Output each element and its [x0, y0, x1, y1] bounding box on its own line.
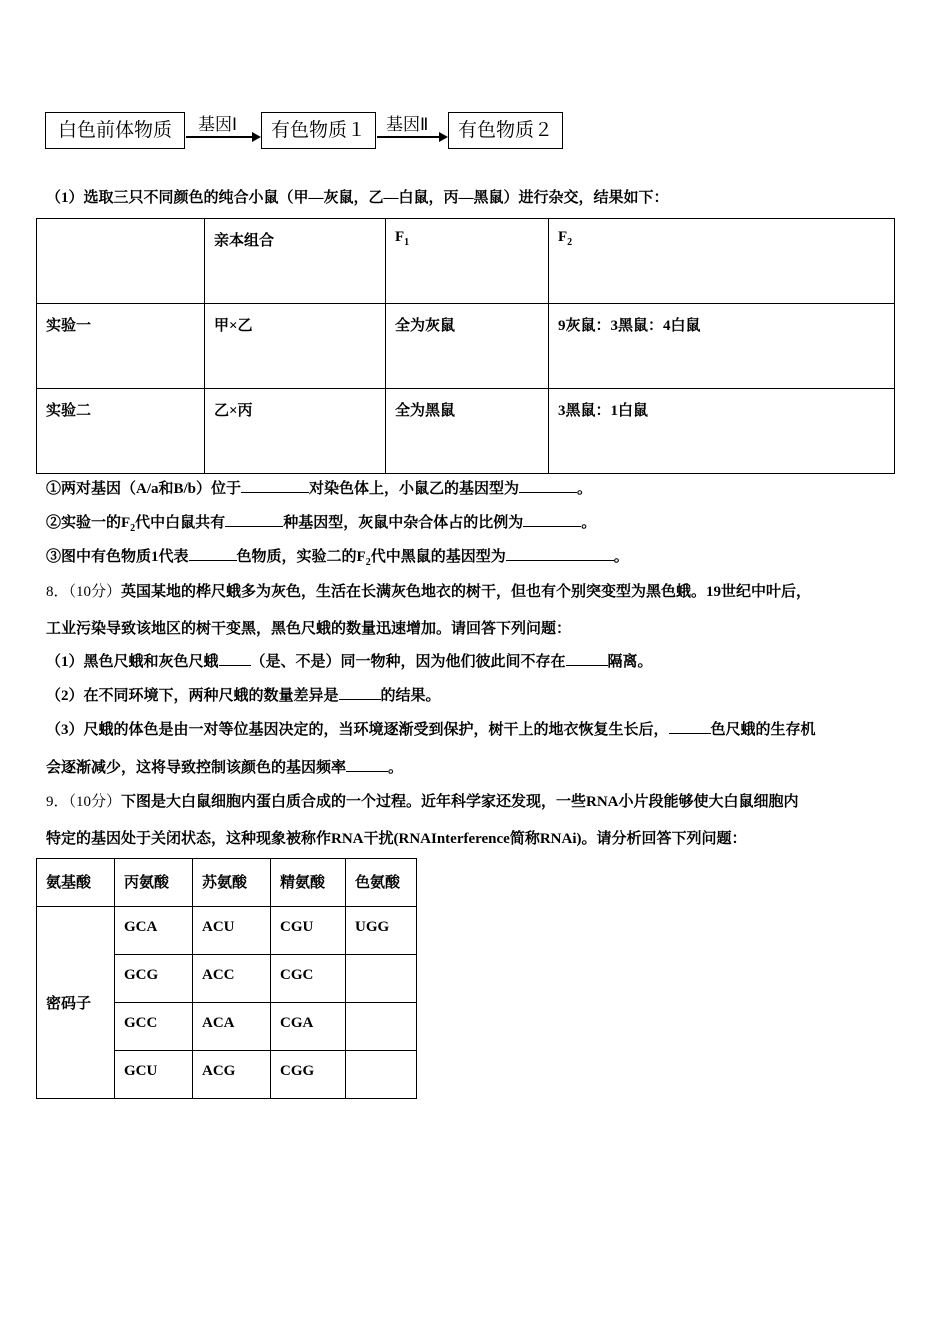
q7-sub-1: ①两对基因（A/a和B/b）位于 对染色体上，小鼠乙的基因型为 。	[46, 477, 592, 498]
q7-intro: （1）选取三只不同颜色的纯合小鼠（甲—灰鼠，乙—白鼠，丙—黑鼠）进行杂交，结果如下：	[46, 190, 669, 206]
table-cell: 全为灰鼠	[386, 304, 549, 389]
table-cell: 实验二	[37, 389, 205, 474]
table-cell: GCG	[115, 955, 193, 1003]
table-row	[37, 389, 895, 474]
q8-part-1: （1）黑色尺蛾和灰色尺蛾 （是、不是）同一物种，因为他们彼此间不存在 隔离。	[46, 650, 653, 671]
table-cell: ACA	[193, 1003, 271, 1051]
table-cell: ACG	[193, 1051, 271, 1099]
table-cell: CGA	[271, 1003, 346, 1051]
diagram-box-precursor: 白色前体物质	[45, 112, 185, 149]
diagram-gene-2-label: 基因Ⅱ	[386, 115, 429, 135]
codon-row-label: 密码子	[37, 907, 115, 1099]
q9-stem-line-1: 9．（10分）下图是大白鼠细胞内蛋白质合成的一个过程。近年科学家还发现，一些RNA小片段能够使大白鼠细胞内	[46, 794, 799, 810]
diagram-arrow-1-head	[252, 132, 261, 142]
answer-blank[interactable]	[225, 512, 283, 527]
table-row	[37, 859, 417, 907]
diagram-arrow-2-head	[439, 132, 448, 142]
answer-blank[interactable]	[346, 757, 388, 772]
table-header: 氨基酸	[37, 859, 115, 907]
q8-stem-line-2: 工业污染导致该地区的树干变黑，黑色尺蛾的数量迅速增加。请回答下列问题：	[46, 621, 572, 637]
q9-stem-line-2: 特定的基因处于关闭状态，这种现象被称作RNA干扰(RNAInterference简称RNAi)。请分析回答下列问题：	[46, 831, 747, 847]
table-cell: CGG	[271, 1051, 346, 1099]
q8-part-3: （3）尺蛾的体色是由一对等位基因决定的，当环境逐渐受到保护，树干上的地衣恢复生长后， 色尺蛾的生存机	[46, 718, 816, 739]
table-cell: 实验一	[37, 304, 205, 389]
diagram-box-colored-1: 有色物质１	[261, 112, 376, 149]
diagram-arrow-2	[377, 136, 439, 138]
answer-blank[interactable]	[669, 719, 711, 734]
answer-blank[interactable]	[339, 685, 381, 700]
table-cell: GCU	[115, 1051, 193, 1099]
diagram-box-colored-2: 有色物质２	[448, 112, 563, 149]
table-cell	[346, 955, 417, 1003]
answer-blank[interactable]	[519, 478, 577, 493]
codon-table	[36, 858, 417, 1099]
table-row	[37, 907, 417, 955]
table-cell: 9灰鼠：3黑鼠：4白鼠	[549, 304, 895, 389]
table-cell: ACU	[193, 907, 271, 955]
q8-part-3-cont: 会逐渐减少，这将导致控制该颜色的基因频率 。	[46, 756, 403, 777]
answer-blank[interactable]	[189, 546, 237, 561]
answer-blank[interactable]	[506, 546, 614, 561]
table-header-empty	[37, 219, 205, 304]
q8-part-2: （2）在不同环境下，两种尺蛾的数量差异是 的结果。	[46, 684, 441, 705]
table-header: 丙氨酸	[115, 859, 193, 907]
table-cell: UGG	[346, 907, 417, 955]
table-cell	[346, 1003, 417, 1051]
table-cell: 3黑鼠：1白鼠	[549, 389, 895, 474]
table-cell	[346, 1051, 417, 1099]
table-header-f1: $F_1$	[386, 219, 549, 304]
answer-blank[interactable]	[219, 651, 251, 666]
table-cell: GCC	[115, 1003, 193, 1051]
table-cell: 乙×丙	[205, 389, 386, 474]
answer-blank[interactable]	[241, 478, 309, 493]
q7-sub-2: ②实验一的$F_2$代中白鼠共有 种基因型，灰鼠中杂合体占的比例为 。	[46, 511, 596, 534]
table-header-f2: $F_2$	[549, 219, 895, 304]
diagram-gene-1-label: 基因Ⅰ	[198, 115, 238, 135]
q7-sub-3: ③图中有色物质1代表 色物质，实验二的$F_2$代中黑鼠的基因型为 。	[46, 545, 629, 568]
table-header: 苏氨酸	[193, 859, 271, 907]
cross-results-table	[36, 218, 895, 474]
q8-stem-line-1: 8．（10分）英国某地的桦尺蛾多为灰色，生活在长满灰色地衣的树干，但也有个别突变型为黑色蛾。19世纪中叶后，	[46, 584, 812, 600]
answer-blank[interactable]	[566, 651, 608, 666]
table-header: 精氨酸	[271, 859, 346, 907]
table-header: 色氨酸	[346, 859, 417, 907]
table-cell: 甲×乙	[205, 304, 386, 389]
table-cell: ACC	[193, 955, 271, 1003]
table-cell: 全为黑鼠	[386, 389, 549, 474]
answer-blank[interactable]	[523, 512, 581, 527]
table-header-parents: 亲本组合	[205, 219, 386, 304]
table-cell: CGC	[271, 955, 346, 1003]
table-cell: CGU	[271, 907, 346, 955]
diagram-arrow-1	[186, 136, 252, 138]
table-cell: GCA	[115, 907, 193, 955]
table-row	[37, 304, 895, 389]
